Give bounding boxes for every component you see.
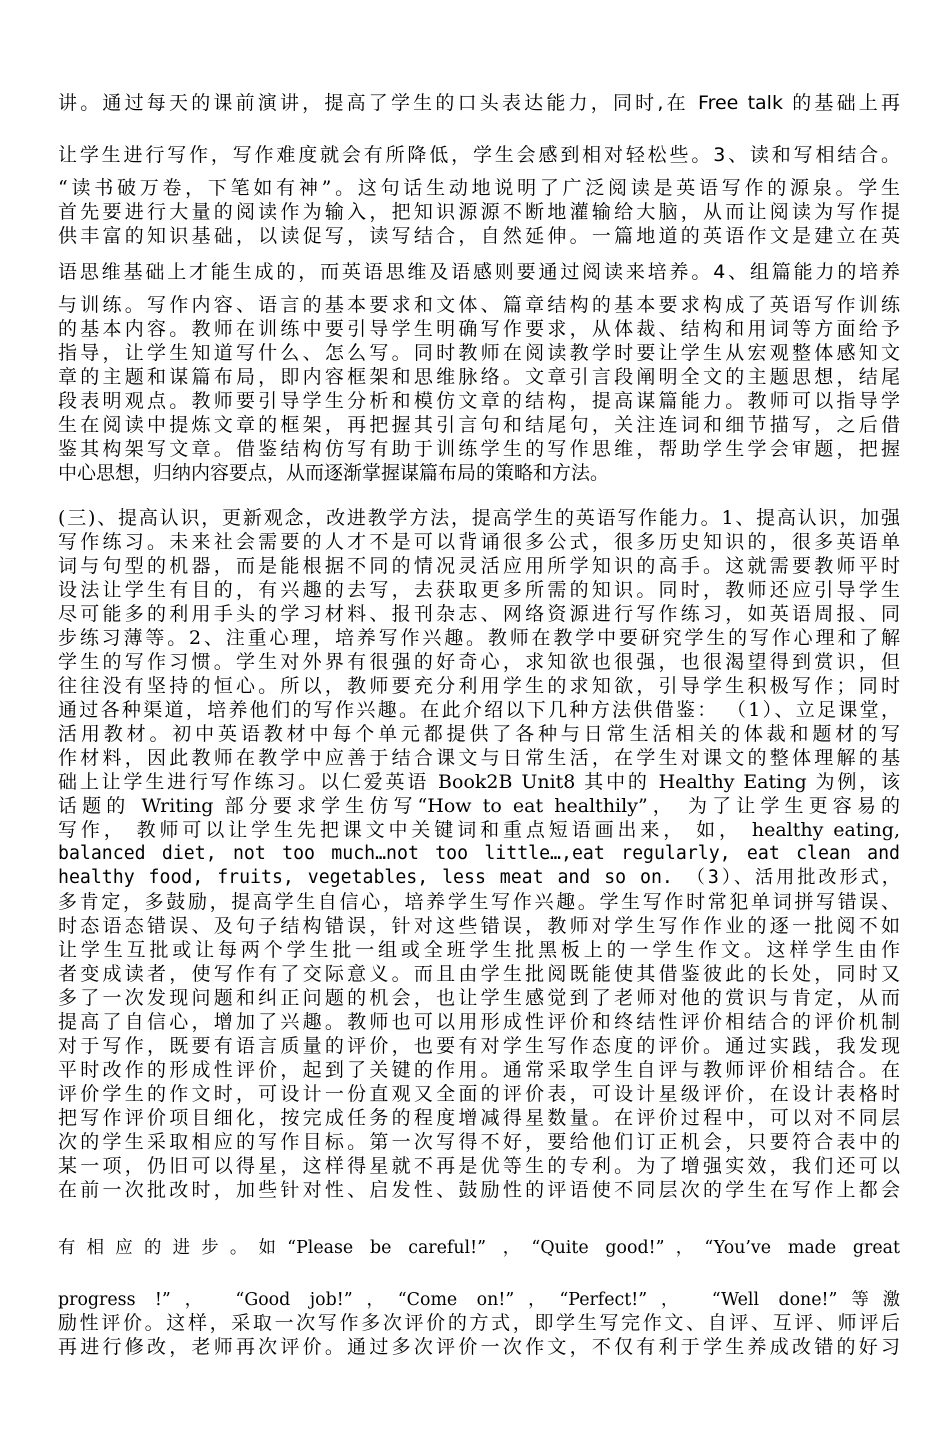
text-line: 首先要进行大量的阅读作为输入，把知识源源不断地灌输给大脑，从而让阅读为写作提 [58, 201, 900, 223]
text-line: 的基本内容。教师在训练中要引导学生明确写作要求，从体裁、结构和用词等方面给予 [58, 318, 900, 340]
text-line: 者变成读者，使写作有了交际意义。而且由学生批阅既能使其借鉴彼此的长处，同时又 [58, 963, 900, 985]
text-line: 词与句型的机器，而是能根据不同的情况灵活应用所学知识的高手。这就需要教师平时 [58, 555, 900, 577]
text-line: 写作， 教师可以让学生先把课文中关键词和重点短语画出来， 如， healthy eating, [58, 819, 900, 841]
text-line: 评价学生的作文时，可设计一份直观又全面的评价表，可设计星级评价，在设计表格时 [58, 1083, 900, 1105]
text-line: (三)、提高认识，更新观念，改进教学方法，提高学生的英语写作能力。1、提高认识，加强 [58, 507, 900, 529]
text-line: 让学生互批或让每两个学生批一组或全班学生批黑板上的一学生作文。这样学生由作 [58, 939, 900, 961]
text-line: 作材料，因此教师在教学中应善于结合课文与日常生活，在学生对课文的整体理解的基 [58, 747, 900, 769]
text-line: 章的主题和谋篇布局，即内容框架和思维脉络。文章引言段阐明全文的主题思想，结尾 [58, 366, 900, 388]
text-line: 写作练习。未来社会需要的人才不是可以背诵很多公式，很多历史知识的，很多英语单 [58, 531, 900, 553]
text-line: 与训练。写作内容、语言的基本要求和文体、篇章结构的基本要求构成了英语写作训练 [58, 294, 900, 316]
text-line: 把写作评价项目细化，按完成任务的程度增减得星数量。在评价过程中，可以对不同层 [58, 1107, 900, 1129]
text-line: 生在阅读中提炼文章的框架，再把握其引言句和结尾句，关注连词和细节描写，之后借 [58, 414, 900, 436]
text-line: 中心思想，归纳内容要点，从而逐渐掌握谋篇布局的策略和方法。 [58, 462, 610, 484]
text-line: 平时改作的形成性评价，起到了关键的作用。通常采取学生自评与教师评价相结合。在 [58, 1059, 900, 1081]
text-line: 对于写作，既要有语言质量的评价，也要有对学生写作态度的评价。通过实践，我发现 [58, 1035, 900, 1057]
text-line: 步练习薄等。2、注重心理，培养写作兴趣。教师在教学中要研究学生的写作心理和了解 [58, 627, 900, 649]
text-line: 励性评价。这样，采取一次写作多次评价的方式，即学生写完作文、自评、互评、师评后 [58, 1312, 900, 1334]
text-line: 再进行修改，老师再次评价。通过多次评价一次作文，不仅有利于学生养成改错的好习 [58, 1336, 900, 1358]
text-line: progress !”， “Good job!”，“Come on!”，“Perfect!”， “Well done!”等激 [58, 1290, 900, 1310]
text-line: 尽可能多的利用手头的学习材料、报刊杂志、网络资源进行写作练习，如英语周报、同 [58, 603, 900, 625]
text-line: 多了一次发现问题和纠正问题的机会，也让学生感觉到了老师对他的赏识与肯定，从而 [58, 987, 900, 1009]
text-line: 语思维基础上才能生成的，而英语思维及语感则要通过阅读来培养。4、组篇能力的培养 [58, 261, 900, 283]
text-line: 次的学生采取相应的写作目标。第一次写得不好，要给他们订正机会，只要符合表中的 [58, 1131, 900, 1153]
text-line: 设法让学生有目的，有兴趣的去写，去获取更多所需的知识。同时，教师还应引导学生 [58, 579, 900, 601]
text-line: 话题的 Writing 部分要求学生仿写“How to eat healthily”， 为了让学生更容易的 [58, 795, 900, 817]
text-line: 时态语态错误、及句子结构错误，针对这些错误，教师对学生写作作业的逐一批阅不如 [58, 915, 900, 937]
text-line: 学生的写作习惯。学生对外界有很强的好奇心，求知欲也很强，也很渴望得到赏识，但 [58, 651, 900, 673]
text-line: 鉴其构架写文章。借鉴结构仿写有助于训练学生的写作思维，帮助学生学会审题，把握 [58, 438, 900, 460]
text-line: 某一项，仍旧可以得星，这样得星就不再是优等生的专利。为了增强实效，我们还可以 [58, 1155, 900, 1177]
text-line: 活用教材。初中英语教材中每个单元都提供了各种与日常生活相关的体裁和题材的写 [58, 723, 900, 745]
text-line: 在前一次批改时，加些针对性、启发性、鼓励性的评语使不同层次的学生在写作上都会 [58, 1179, 900, 1201]
text-line: 让学生进行写作，写作难度就会有所降低，学生会感到相对轻松些。3、读和写相结合。 [58, 144, 900, 166]
text-line: healthy food, fruits, vegetables, less meat and so on. （3）、活用批改形式， [58, 867, 900, 888]
text-line: 往往没有坚持的恒心。所以，教师要充分利用学生的求知欲，引导学生积极写作；同时 [58, 675, 900, 697]
text-line: 提高了自信心，增加了兴趣。教师也可以用形成性评价和终结性评价相结合的评价机制 [58, 1011, 900, 1033]
text-line: 供丰富的知识基础，以读促写，读写结合，自然延伸。一篇地道的英语作文是建立在英 [58, 225, 900, 247]
text-line: 有相应的进步。如“Please be careful!” ，“Quite good!”，“You’ve made great [58, 1238, 900, 1258]
text-line: balanced diet, not too much…not too little…,eat regularly, eat clean and [58, 843, 900, 864]
text-line: 讲。通过每天的课前演讲，提高了学生的口头表达能力，同时,在 Free talk 的基础上再 [58, 92, 900, 114]
text-line: 指导，让学生知道写什么、怎么写。同时教师在阅读教学时要让学生从宏观整体感知文 [58, 342, 900, 364]
text-line: 多肯定，多鼓励，提高学生自信心，培养学生写作兴趣。学生写作时常犯单词拼写错误、 [58, 891, 900, 913]
text-line: “读书破万卷，下笔如有神”。这句话生动地说明了广泛阅读是英语写作的源泉。学生 [58, 177, 900, 199]
text-line: 通过各种渠道，培养他们的写作兴趣。在此介绍以下几种方法供借鉴： （1）、立足课堂， [58, 699, 900, 721]
text-line: 段表明观点。教师要引导学生分析和模仿文章的结构，提高谋篇能力。教师可以指导学 [58, 390, 900, 412]
text-line: 础上让学生进行写作练习。以仁爱英语 Book2B Unit8 其中的 Healthy Eating 为例，该 [58, 771, 900, 793]
